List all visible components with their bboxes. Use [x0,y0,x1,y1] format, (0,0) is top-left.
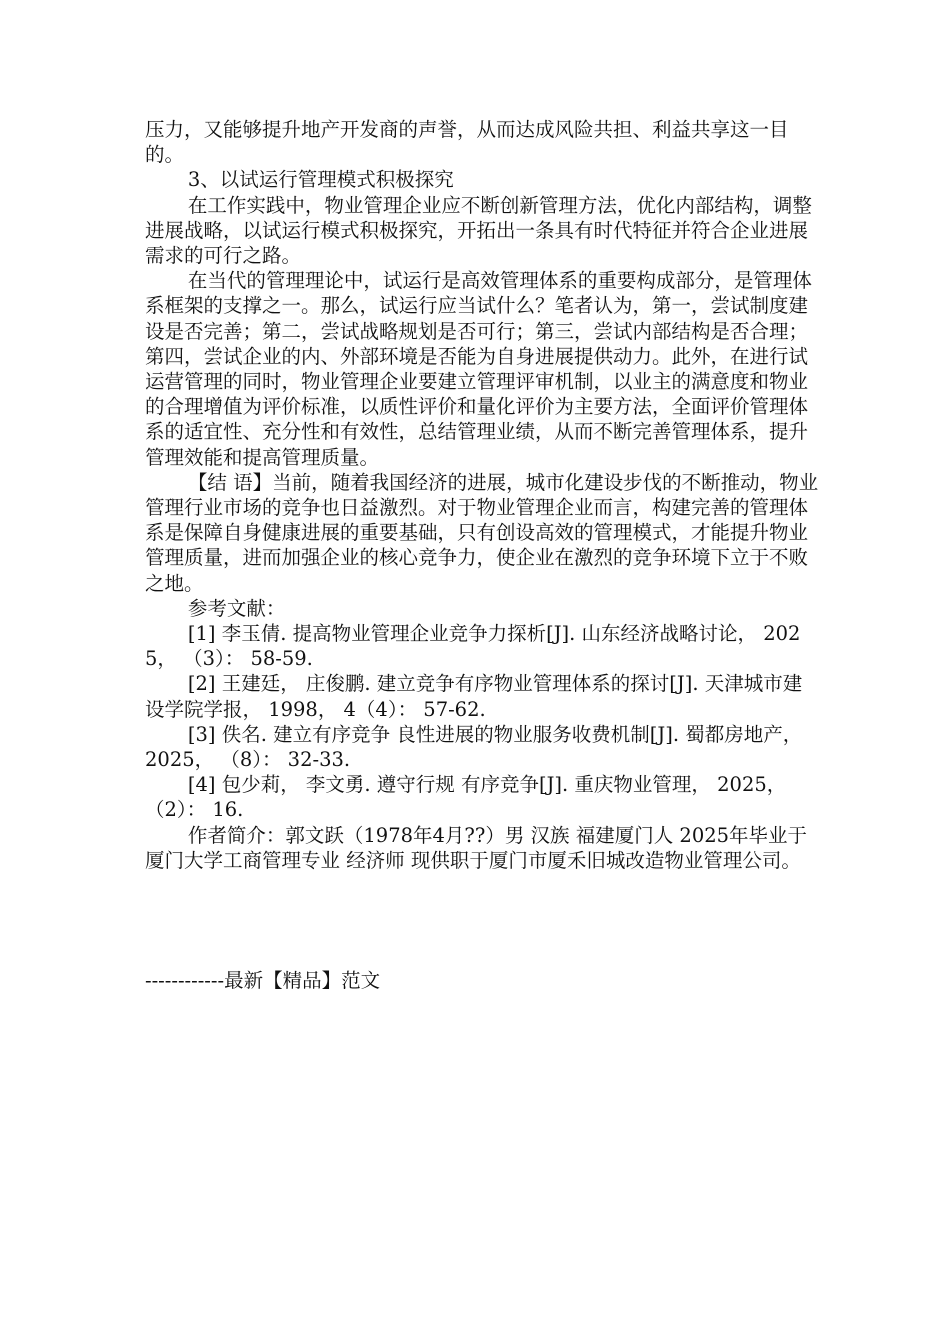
section-heading: 3、以试运行管理模式积极探究 [187,168,454,192]
reference-3: [3] 佚名. 建立有序竞争 良性进展的物业服务收费机制[J]. 蜀都房地产， 2025， （8）： 32-33. [145,722,803,772]
paragraph-2: 在工作实践中，物业管理企业应不断创新管理方法，优化内部结构，调整进展战略，以试运行模式积极探究，开拓出一条具有时代特征并符合企业进展需求的可行之路。 [145,193,812,268]
references-heading: 参考文献： [187,596,286,620]
document-body [145,117,820,873]
footer-text: ------------最新【精品】范文 [145,969,381,992]
reference-4: [4] 包少莉， 李文勇. 遵守行规 有序竞争[J]. 重庆物业管理， 2025， （2）： 16. [145,773,787,822]
author-bio: 作者简介：郭文跃（1978年4月??）男 汉族 福建厦门人 2025年毕业于厦门大学工商管理专业 经济师 现供职于厦门市厦禾旧城改造物业管理公司。 [145,823,808,872]
paragraph-3: 在当代的管理理论中，试运行是高效管理体系的重要构成部分，是管理体系框架的支撑之一。那么，试运行应当试什么？笔者认为，第一，尝试制度建设是否完善；第二，尝试战略规划是否可行；第三，尝试内部结构是否合理；第四，尝试企业的内、外部环境是否能为自身进展提供动力。此外，在进行试运营管理的同时，物业管理企业要建立管理评审机制，以业主的满意度和物业的合理增值为评价标准，以质性评价和量化评价为主要方法，全面评价管理体系的适宜性、充分性和有效性，总结管理业绩，从而不断完善管理体系，提升管理效能和提高管理质量。 [145,269,812,469]
reference-2: [2] 王建廷， 庄俊鹏. 建立竞争有序物业管理体系的探讨[J]. 天津城市建设学院学报， 1998， 4（4）： 57-62. [145,672,803,721]
conclusion-paragraph: 【结 语】当前，随着我国经济的进展，城市化建设步伐的不断推动，物业管理行业市场的竞争也日益激烈。对于物业管理企业而言，构建完善的管理体系是保障自身健康进展的重要基础，只有创设高效的管理模式，才能提升物业管理质量，进而加强企业的核心竞争力，使企业在激烈的竞争环境下立于不败之地。 [145,470,819,595]
paragraph-1: 压力，又能够提升地产开发商的声誉，从而达成风险共担、利益共享这一目的。 [145,118,789,167]
reference-1: [1] 李玉倩. 提高物业管理企业竞争力探析[J]. 山东经济战略讨论， 2025， （3）： 58-59. [145,622,801,671]
